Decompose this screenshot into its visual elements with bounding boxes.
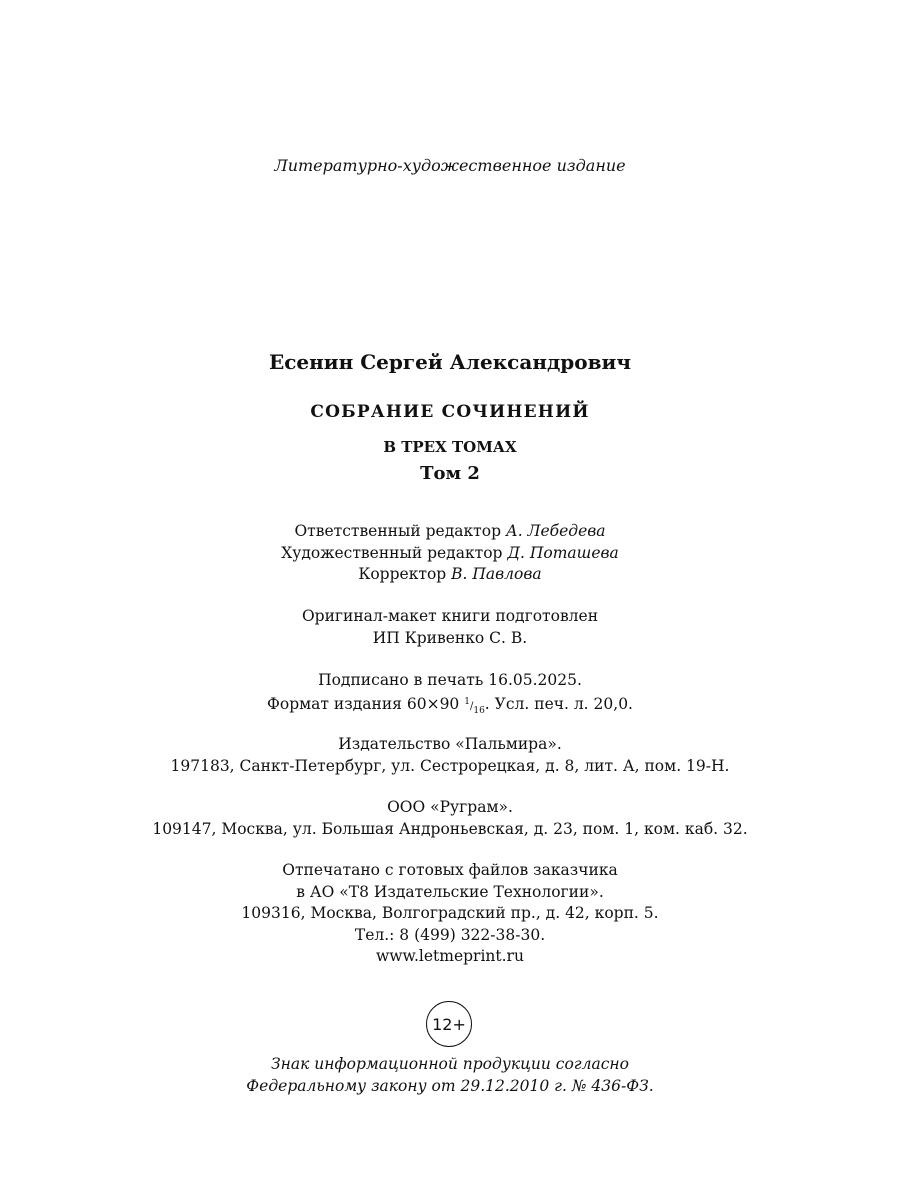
signed-date: Подписано в печать 16.05.2025.	[318, 671, 582, 689]
printer-block	[0, 860, 900, 968]
age-rating-badge: 12+	[426, 1001, 472, 1047]
genre-label: Литературно-художественное издание	[274, 156, 626, 175]
editor-name: А. Лебедева	[505, 522, 606, 540]
format-suffix: . Усл. печ. л. 20,0.	[484, 694, 633, 713]
author-name: Есенин Сергей Александрович	[269, 350, 631, 374]
editor-role: Художественный редактор	[281, 543, 503, 562]
editor-name: В. Павлова	[451, 565, 542, 583]
age-note-line: Знак информационной продукции согласно	[271, 1055, 629, 1073]
publisher-block	[0, 734, 900, 777]
editor-role: Корректор	[358, 565, 447, 583]
editors-block	[0, 521, 900, 586]
editor-name: Д. Поташева	[507, 543, 619, 562]
print-info-block	[0, 670, 900, 722]
printer-line: 109316, Москва, Волгоградский пр., д. 42, корп. 5.	[241, 904, 659, 922]
editor-line	[0, 521, 900, 543]
layout-credit-line: Оригинал-макет книги подготовлен	[301, 607, 599, 625]
company-address: 109147, Москва, ул. Большая Андроньевская, д. 23, пом. 1, ком. каб. 32.	[152, 819, 748, 838]
printer-line: в АО «Т8 Издательские Технологии».	[296, 882, 604, 901]
format-prefix: Формат издания 60×90	[267, 694, 460, 713]
layout-credit-block	[0, 606, 900, 649]
publisher-address: 197183, Санкт-Петербург, ул. Сестрорецкая, д. 8, лит. А, пом. 19-Н.	[170, 756, 730, 775]
book-title: СОБРАНИЕ СОЧИНЕНИЙ	[310, 402, 590, 422]
printer-website: www.letmeprint.ru	[376, 947, 524, 965]
layout-credit-line: ИП Кривенко С. В.	[372, 628, 528, 647]
format-numerator: 1	[464, 696, 470, 707]
age-rating-note	[0, 1054, 900, 1097]
company-block	[0, 797, 900, 840]
volume-number: Том 2	[420, 463, 480, 484]
editor-role: Ответственный редактор	[294, 522, 502, 540]
age-note-line: Федеральному закону от 29.12.2010 г. № 436-ФЗ.	[246, 1076, 654, 1095]
company-name: ООО «Руграм».	[387, 798, 513, 816]
editor-line	[0, 543, 900, 565]
book-subtitle: В ТРЕХ ТОМАХ	[383, 438, 517, 456]
printer-line: Отпечатано с готовых файлов заказчика	[282, 861, 618, 879]
editor-line	[0, 564, 900, 586]
publisher-name: Издательство «Пальмира».	[338, 735, 562, 753]
format-line	[0, 692, 900, 723]
format-denominator: 16	[473, 705, 485, 716]
format-fraction: $^1/_{16}$	[464, 696, 485, 716]
printer-phone: Тел.: 8 (499) 322-38-30.	[354, 925, 546, 944]
